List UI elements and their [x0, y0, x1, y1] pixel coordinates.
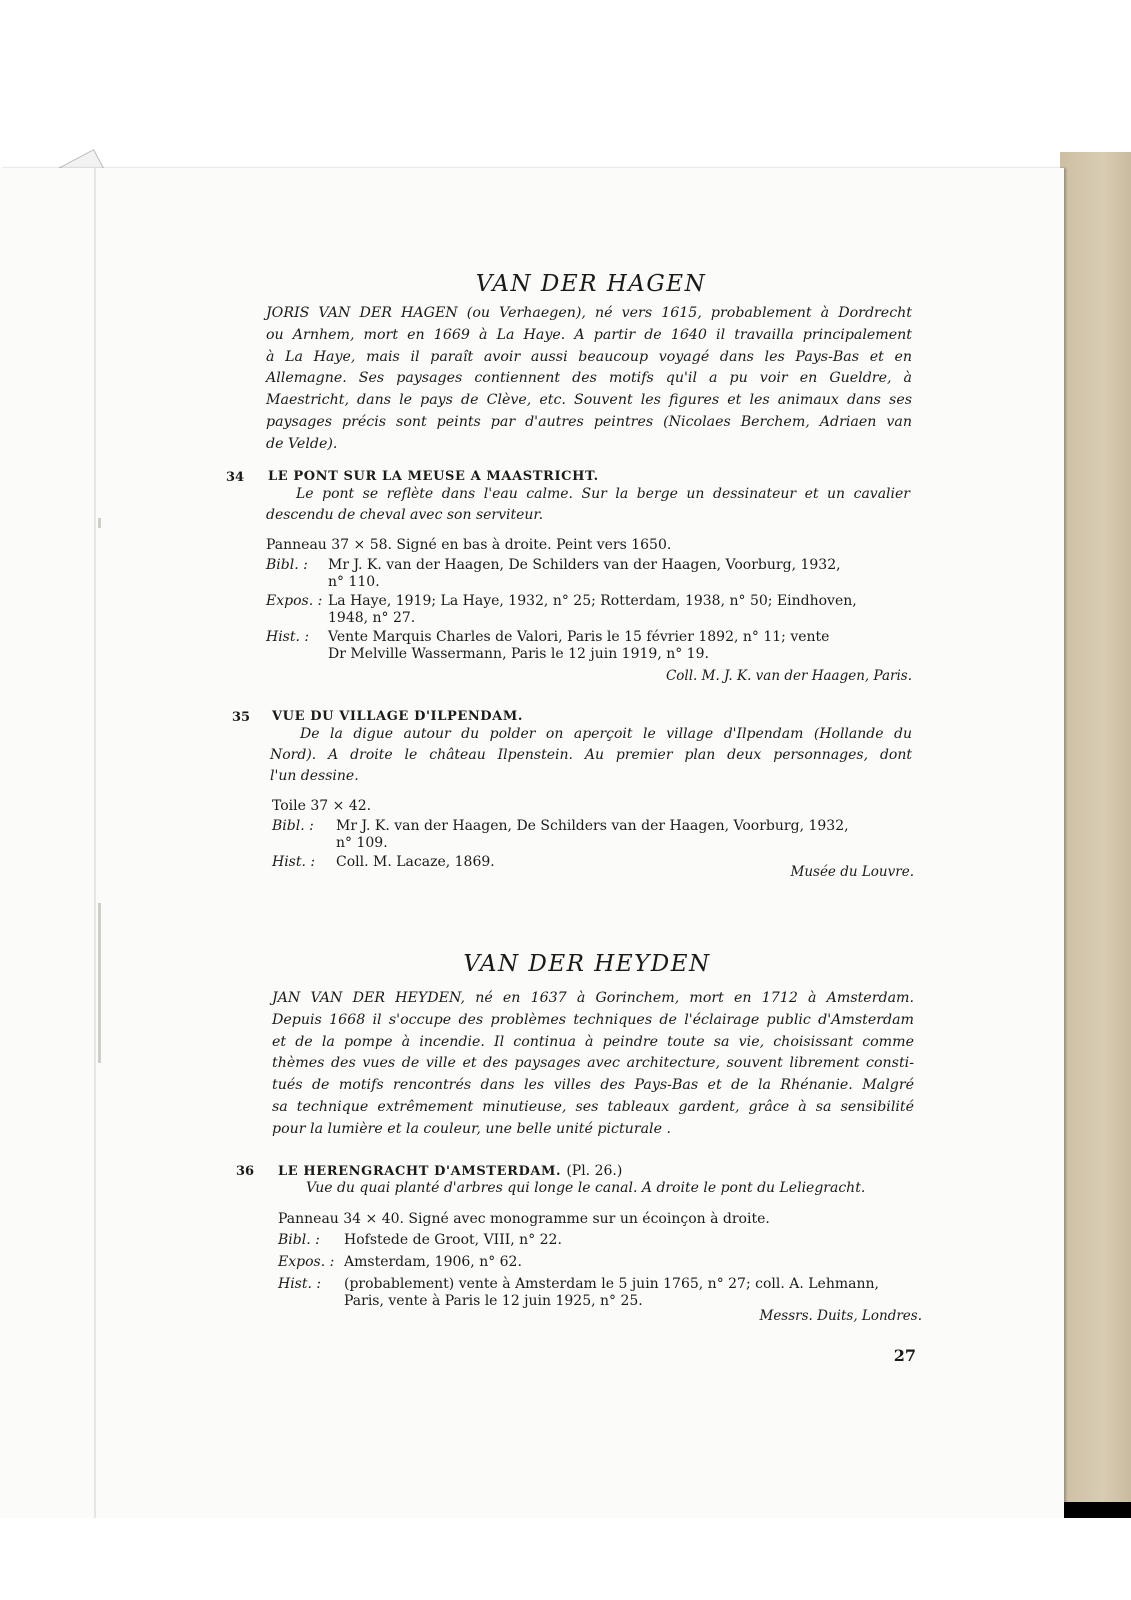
description-line: Nord). A droite le château Ilpenstein. Au premier plan deux personnages, dont: [270, 747, 912, 763]
bio-line: sa technique extrêmement minutieuse, ses tableaux gardent, grâce à sa sensibilité: [272, 1098, 914, 1115]
bibl-value: [344, 1232, 918, 1249]
artist-bio-hagen: [266, 303, 912, 456]
hist-line: Vente Marquis Charles de Valori, Paris le 15 février 1892, n° 11; vente: [328, 629, 830, 645]
description-line: l'un dessine.: [270, 768, 359, 784]
hist-label: Hist. :: [272, 854, 316, 870]
expos-label: Expos. :: [278, 1254, 335, 1270]
bibl-label: Bibl. :: [272, 818, 314, 834]
hist-label: Hist. :: [266, 629, 310, 645]
entry-title: [278, 1163, 622, 1179]
bio-line: de Velde).: [266, 435, 338, 452]
page-number: 27: [893, 1346, 916, 1365]
expos-value: [344, 1254, 918, 1271]
hist-label: Hist. :: [278, 1276, 322, 1292]
entry-description: [270, 724, 912, 787]
bio-line: JAN VAN DER HEYDEN, né en 1637 à Gorinchem, mort en 1712 à Amsterdam.: [272, 990, 914, 1006]
bio-line: et de la pompe à incendie. Il continua à peindre toute sa vie, choisissant comme: [272, 1033, 914, 1050]
entry-description: [276, 1178, 920, 1199]
entry-title-text: LE HERENGRACHT D'AMSTERDAM.: [278, 1164, 562, 1179]
expos-label: Expos. :: [266, 593, 323, 609]
hist-line: Dr Melville Wassermann, Paris le 12 juin 1919, n° 19.: [328, 646, 709, 662]
expos-line: La Haye, 1919; La Haye, 1932, n° 25; Rotterdam, 1938, n° 50; Eindhoven,: [328, 593, 857, 609]
hist-line: Coll. M. Lacaze, 1869.: [336, 854, 495, 870]
bio-line: ou Arnhem, mort en 1669 à La Haye. A partir de 1640 il travailla principalement: [266, 326, 912, 343]
expos-value: [328, 593, 910, 627]
artist-bio-heyden: [272, 988, 914, 1141]
cover-edge: [1060, 152, 1131, 1502]
catalogue-number: 36: [236, 1164, 255, 1179]
description-line: Vue du quai planté d'arbres qui longe le canal. A droite le pont du Leliegracht.: [306, 1180, 866, 1196]
entry-title: LE PONT SUR LA MEUSE A MAASTRICHT.: [268, 469, 599, 484]
bibl-line: n° 109.: [336, 835, 388, 851]
bibl-value: [328, 557, 910, 591]
bibl-line: Mr J. K. van der Haagen, De Schilders van der Haagen, Voorburg, 1932,: [336, 818, 849, 834]
bio-line: thèmes des vues de ville et des paysages avec architecture, souvent librement consti-: [272, 1055, 914, 1072]
entry-support: Panneau 34 × 40. Signé avec monogramme sur un écoinçon à droite.: [278, 1211, 770, 1227]
bibl-line: n° 110.: [328, 574, 380, 590]
artist-heading-heyden: VAN DER HEYDEN: [463, 951, 711, 977]
entry-title: VUE DU VILLAGE D'ILPENDAM.: [272, 709, 523, 724]
scan-background-top: [0, 0, 1131, 178]
entry-owner: Messrs. Duits, Londres.: [759, 1308, 922, 1324]
bibl-line: Hofstede de Groot, VIII, n° 22.: [344, 1232, 562, 1248]
bio-line: JORIS VAN DER HAGEN (ou Verhaegen), né vers 1615, probablement à Dordrecht: [266, 305, 912, 321]
entry-owner: Musée du Louvre.: [790, 864, 914, 880]
bio-line: pour la lumière et la couleur, une belle unité picturale .: [272, 1120, 672, 1137]
bibl-value: [336, 818, 912, 852]
scan-background-bottom: [0, 1518, 1131, 1600]
bio-line: paysages précis sont peints par d'autres peintres (Nicolaes Berchem, Adriaen van: [266, 413, 912, 430]
bio-line: à La Haye, mais il paraît avoir aussi beaucoup voyagé dans les Pays-Bas et en: [266, 348, 912, 365]
hist-value: [328, 629, 910, 663]
hist-line: (probablement) vente à Amsterdam le 5 juin 1765, n° 27; coll. A. Lehmann,: [344, 1276, 879, 1292]
hist-value: [344, 1276, 924, 1310]
bibl-line: Mr J. K. van der Haagen, De Schilders van der Haagen, Voorburg, 1932,: [328, 557, 841, 573]
expos-line: Amsterdam, 1906, n° 62.: [344, 1254, 522, 1270]
description-line: Le pont se reflète dans l'eau calme. Sur la berge un dessinateur et un cavalier: [296, 486, 910, 502]
catalogue-number: 34: [226, 470, 245, 485]
bio-line: Depuis 1668 il s'occupe des problèmes techniques de l'éclairage public d'Amsterdam: [272, 1011, 914, 1028]
catalogue-page: [0, 168, 1064, 1518]
description-line: De la digue autour du polder on aperçoit le village d'Ilpendam (Hollande du: [300, 726, 912, 742]
entry-support: Toile 37 × 42.: [272, 798, 372, 814]
bibl-label: Bibl. :: [266, 557, 308, 573]
bibl-label: Bibl. :: [278, 1232, 320, 1248]
entry-owner: Coll. M. J. K. van der Haagen, Paris.: [665, 668, 912, 684]
catalogue-number: 35: [232, 710, 251, 725]
bio-line: tués de motifs rencontrés dans les villes des Pays-Bas et de la Rhénanie. Malgré: [272, 1077, 914, 1094]
entry-description: [266, 484, 910, 526]
expos-line: 1948, n° 27.: [328, 610, 416, 626]
bio-line: Maestricht, dans le pays de Clève, etc. Souvent les figures et les animaux dans ses: [266, 392, 912, 409]
bio-line: Allemagne. Ses paysages contiennent des motifs qu'il a pu voir en Gueldre, à: [266, 370, 912, 387]
description-line: descendu de cheval avec son serviteur.: [266, 507, 544, 523]
plate-reference: (Pl. 26.): [566, 1163, 623, 1179]
artist-heading-hagen: VAN DER HAGEN: [475, 271, 707, 297]
page-content: [0, 168, 1064, 1518]
hist-line: Paris, vente à Paris le 12 juin 1925, n° 25.: [344, 1293, 643, 1309]
entry-support: Panneau 37 × 58. Signé en bas à droite. Peint vers 1650.: [266, 537, 672, 553]
